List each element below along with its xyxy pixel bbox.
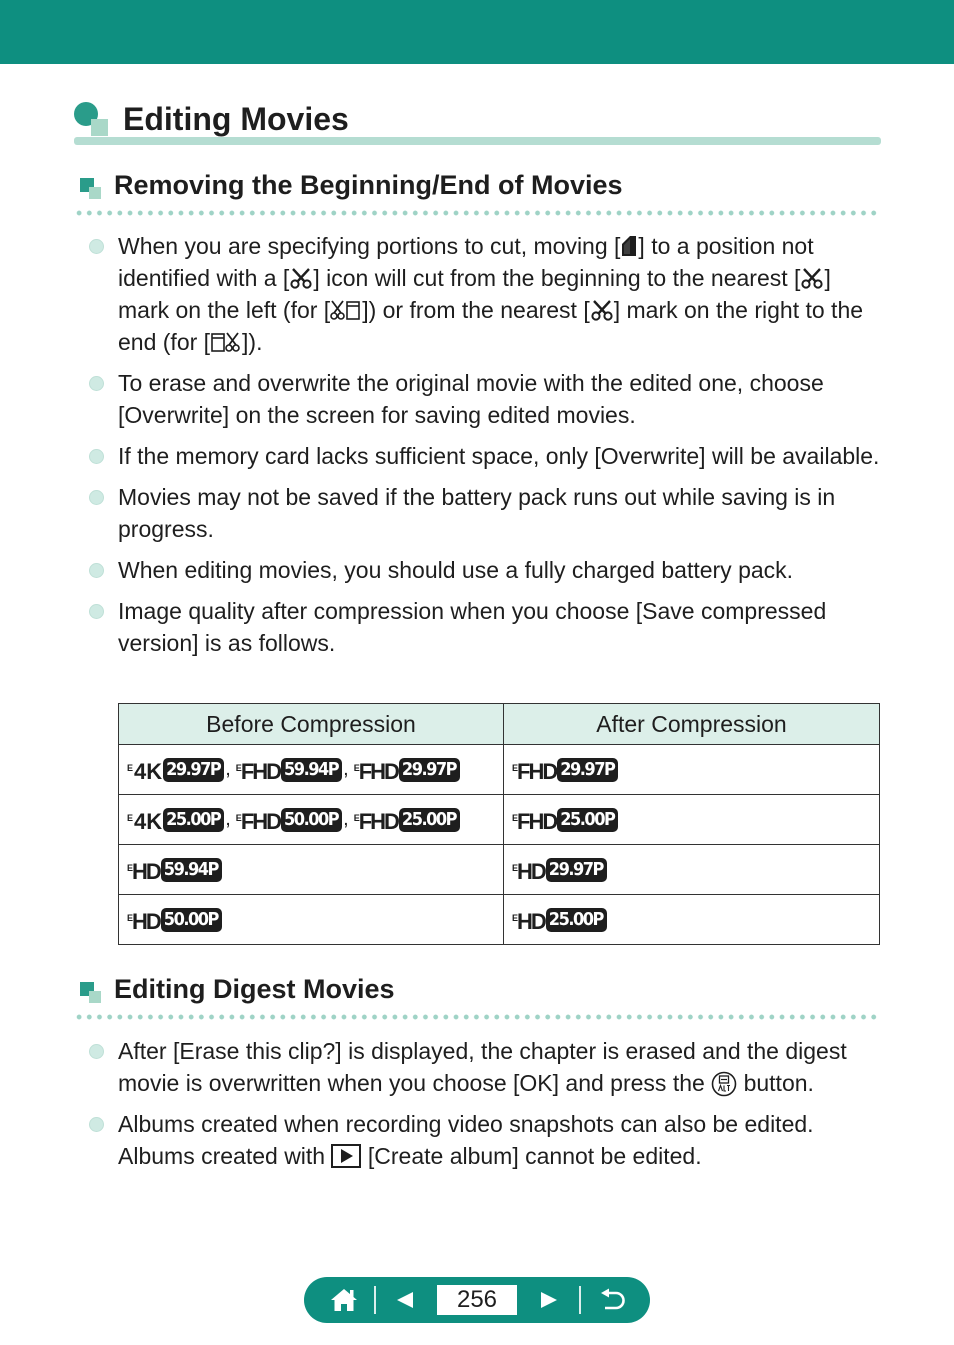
cell-after [504,745,880,795]
dotted-divider [74,210,881,216]
cell-before [119,895,504,945]
cell-before [119,845,504,895]
separator: , [225,758,231,780]
section-heading-digest [74,972,881,1014]
resolution-icon: $^E$FHD [353,808,398,834]
func-set-button-icon [711,1071,737,1097]
column-header-after: After Compression [504,704,880,745]
resolution-icon: $^E$HD [127,858,160,884]
frame-rate-badge: 25.00P [557,808,618,832]
nav-divider [374,1286,376,1314]
section-bullet-icon [80,178,102,200]
frame-rate-badge: 29.97P [163,758,224,782]
resolution-icon: $^E$HD [127,908,160,934]
list-item: When editing movies, you should use a fully charged battery pack. [88,554,888,586]
resolution-icon: $^E$HD [512,858,545,884]
frame-rate-badge: 29.97P [399,758,460,782]
resolution-icon: $^E$FHD [235,808,281,834]
cut-marker-icon [620,235,638,257]
compression-table [118,703,880,945]
separator: , [343,758,349,780]
frame-rate-badge: 50.00P [161,908,222,932]
bullet-list-removing [88,230,888,668]
separator: , [225,808,231,830]
resolution-icon: $^E$HD [512,908,545,934]
column-header-before: Before Compression [119,704,504,745]
playback-icon [331,1144,361,1168]
separator: , [343,808,349,830]
frame-rate-badge: 29.97P [557,758,618,782]
resolution-icon: $^E$FHD [235,758,281,784]
section-bullet-icon [80,982,102,1004]
list-item: To erase and overwrite the original movie with the edited one, choose [Overwrite] on the screen for saving edited movies. [88,367,888,431]
scissors-icon [590,299,614,321]
home-icon [330,1287,358,1313]
resolution-icon: $^E$FHD [512,758,557,784]
back-button[interactable] [586,1277,640,1323]
scissors-icon [800,267,824,289]
table-row [119,895,880,945]
table-row [119,845,880,895]
home-button[interactable] [318,1277,370,1323]
list-item: Image quality after compression when you choose [Save compressed version] is as follows. [88,595,888,659]
dotted-divider [74,1014,881,1020]
cell-before [119,795,504,845]
scissors-icon [289,267,313,289]
table-header-row [119,704,880,745]
top-header-bar [0,0,954,64]
list-item: After [Erase this clip?] is displayed, the chapter is erased and the digest movie is overwritten when you choose [OK] and press the button. [88,1035,888,1099]
heading-underline [74,137,881,145]
frame-rate-badge: 25.00P [163,808,224,832]
resolution-icon: $^E$FHD [353,758,398,784]
previous-page-button[interactable] [380,1277,430,1323]
frame-rate-badge: 50.00P [281,808,342,832]
table-row [119,745,880,795]
next-arrow-icon [539,1290,559,1310]
resolution-icon: $^E$4K [127,808,163,834]
heading-bullet-icon [74,102,110,134]
prev-arrow-icon [395,1290,415,1310]
section-title-removing: Removing the Beginning/End of Movies [114,170,623,200]
table-row [119,795,880,845]
resolution-icon: $^E$4K [127,758,163,784]
next-page-button[interactable] [526,1277,572,1323]
page-number: 256 [437,1285,517,1315]
section-title-digest: Editing Digest Movies [114,974,395,1004]
list-item: When you are specifying portions to cut, moving [ ] to a position not identified with a [ ] icon will cut from the beginning to the nearest [ ] mark on the left (for [ ]) or from the nearest [ ] mark on the right to the end (for [ ]). [88,230,888,358]
page-title: Editing Movies [123,101,349,137]
frame-rate-badge: 25.00P [546,908,607,932]
nav-divider [579,1286,581,1314]
list-item: If the memory card lacks sufficient space, only [Overwrite] will be available. [88,440,888,472]
frame-rate-badge: 25.00P [399,808,460,832]
frame-rate-badge: 59.94P [281,758,342,782]
frame-rate-badge: 29.97P [546,858,607,882]
bullet-list-digest [88,1035,888,1181]
resolution-icon: $^E$FHD [512,808,557,834]
list-item: Albums created when recording video snapshots can also be edited. Albums created with [Create album] cannot be edited. [88,1108,888,1172]
cut-end-icon [210,331,242,353]
cell-after [504,895,880,945]
back-return-icon [599,1288,627,1312]
cell-before [119,745,504,795]
list-item: Movies may not be saved if the battery pack runs out while saving is in progress. [88,481,888,545]
cell-after [504,795,880,845]
page-navigation-bar [304,1277,650,1323]
cell-after [504,845,880,895]
cut-beginning-icon [330,299,362,321]
section-heading-removing [74,168,881,210]
frame-rate-badge: 59.94P [161,858,222,882]
